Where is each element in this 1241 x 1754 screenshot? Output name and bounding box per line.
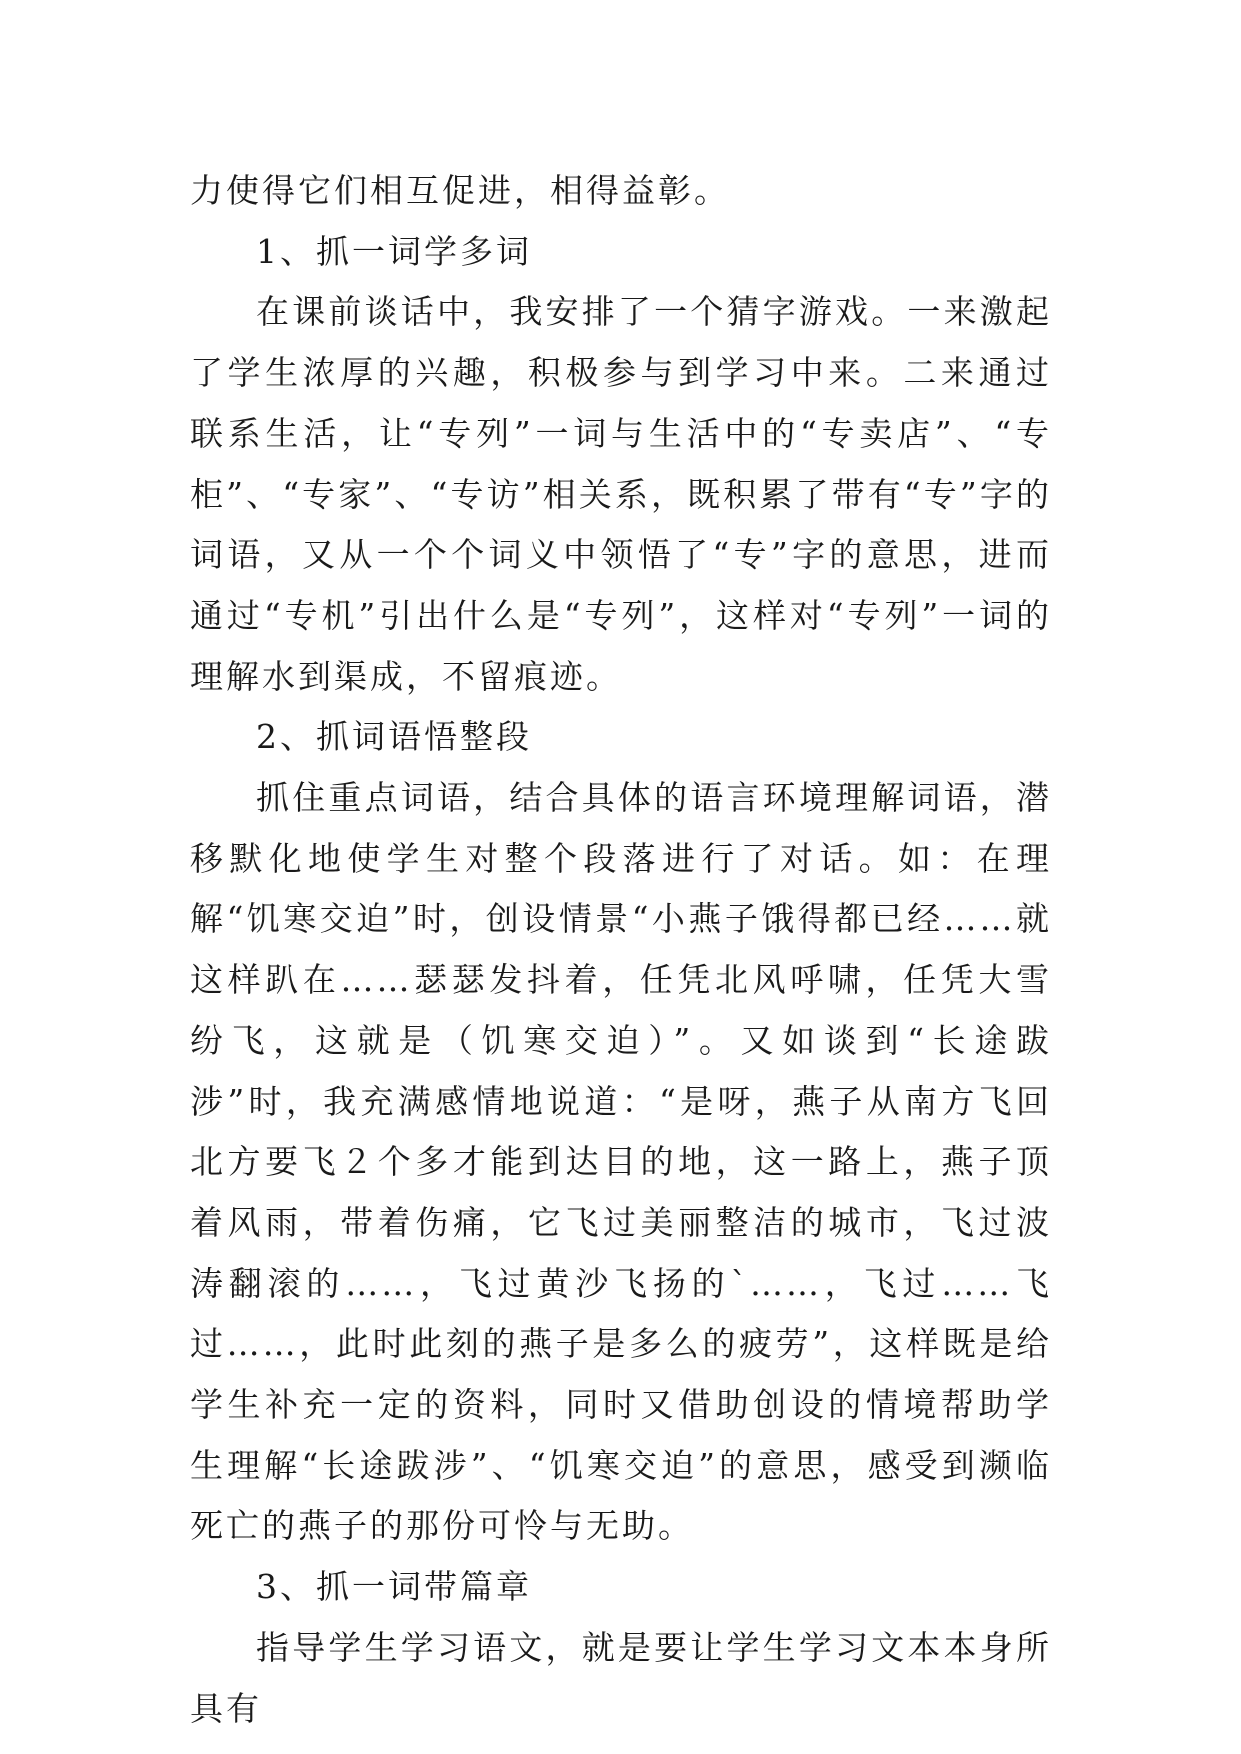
paragraph-continuation: 力使得它们相互促进，相得益彰。 [190,171,730,210]
section-heading-3: 3、抓一词带篇章 [256,1567,532,1607]
section-heading-1: 1、抓一词学多词 [256,231,532,271]
paragraph-section-1: 在课前谈话中，我安排了一个猜字游戏。一来激起了学生浓厚的兴趣，积极参与到学习中来。二来通过联系生活，让“专列”一词与生活中的“专卖店”、“专柜”、“专家”、“专访”相关系，既积累了带有“专”字的词语，又从一个个词义中领悟了“专”字的意思，进而通过“专机”引出什么是“专列”，这样对“专列”一词的理解水到渠成，不留痕迹。 [190,292,1052,696]
section-heading-2: 2、抓词语悟整段 [256,717,532,757]
paragraph-section-3: 指导学生学习语文，就是要让学生学习文本本身所具有 [190,1627,1052,1728]
paragraph-section-2: 抓住重点词语，结合具体的语言环境理解词语，潜移默化地使学生对整个段落进行了对话。如：在理解“饥寒交迫”时，创设情景“小燕子饿得都已经……就这样趴在……瑟瑟发抖着，任凭北风呼啸，任凭大雪纷飞，这就是（饥寒交迫）”。又如谈到“长途跋涉”时，我充满感情地说道：“是呀，燕子从南方飞回北方要飞２个多才能到达目的地，这一路上，燕子顶着风雨，带着伤痛，它飞过美丽整洁的城市，飞过波涛翻滚的……，飞过黄沙飞扬的`……，飞过……飞过……，此时此刻的燕子是多么的疲劳”，这样既是给学生补充一定的资料，同时又借助创设的情境帮助学生理解“长途跋涉”、“饥寒交迫”的意思，感受到濒临死亡的燕子的那份可怜与无助。 [190,778,1052,1546]
document-body [190,161,1052,1739]
